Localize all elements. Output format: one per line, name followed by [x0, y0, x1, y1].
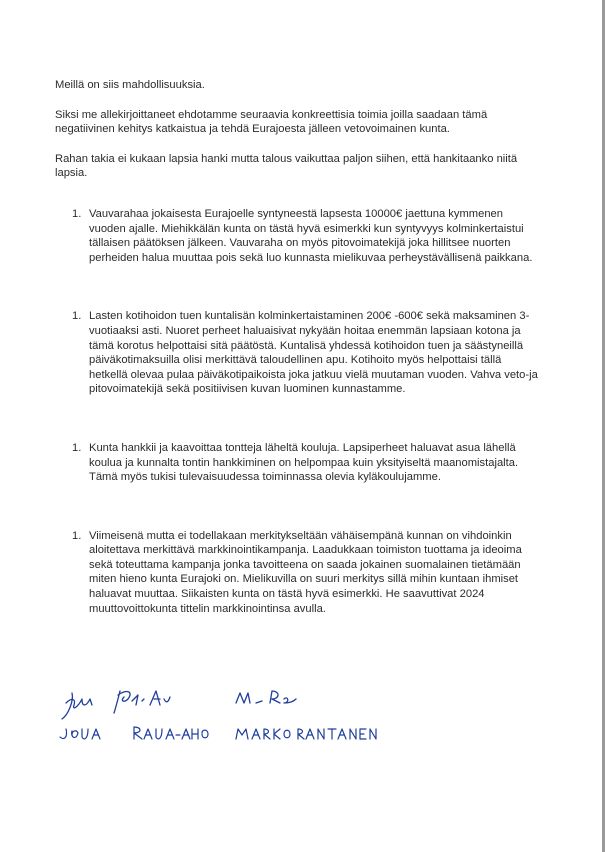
list-number: 1.: [72, 310, 82, 323]
signature-1: [62, 693, 92, 719]
signature-name-2: [134, 727, 208, 739]
signature-2: [114, 691, 170, 713]
list-text: Vauvarahaa jokaisesta Eurajoelle syntyneestä lapsesta 10000€ jaettuna kymmenen vuoden ajalle. Miehikkälän kunta on tästä hyvä esimerkki kun syntyvyys kolminkertaistui tällaisen päätöksen jälkeen. Vauvaraha on myös pitovoimatekijä joka hillitsee nuorten perheiden halua muuttaa pois sekä luo kunnasta mielikuvaa perheystävällisenä paikkana.: [89, 207, 533, 264]
handwritten-signatures: [58, 685, 388, 745]
list-number: 1.: [72, 207, 82, 220]
list-number: 1.: [72, 529, 82, 542]
signature-name-1: [60, 729, 100, 739]
signature-3: [236, 691, 296, 703]
signature-name-3: [236, 729, 376, 739]
proposal-intro-paragraph: Siksi me allekirjoittaneet ehdotamme seuraavia konkreettisia toimia joilla saadaan tämä negatiivinen kehitys katkaistua ja tehdä Eurajoesta jälleen vetovoimainen kunta.: [55, 108, 488, 136]
list-text: Lasten kotihoidon tuen kuntalisän kolminkertaistaminen 200€ -600€ sekä maksaminen 3-vuotiaaksi asti. Nuoret perheet haluaisivat nykyään hoitaa enemmän lapsiaan kotona ja tämä korotus helpottaisi sitä päätöstä. Kuntalisä yhdessä kotihoidon tuen ja säästyneillä päiväkotimaksuilla olisi merkittävä taloudellinen apu. Kotihoito myös helpottaisi tällä hetkellä olevaa pulaa päiväkotipaikoista joka jatkuu vielä muutaman vuoden. Vahva veto-ja pitovoimatekijä sekä positiivisen kuvan luominen kunnastamme.: [89, 310, 538, 396]
list-text: Viimeisenä mutta ei todellakaan merkitykseltään vähäisempänä kunnan on vihdoinkin aloitettava merkittävä markkinointikampanja. Laadukkaan toimiston tuottama ja ideoima sekä toteuttama kampanja jonka tavoitteena on saada jokainen suomalainen tietämään miten hieno kunta Eurajoki on. Mielikuvilla on suuri merkitys sillä mihin kuntaan ihmiset haluavat muuttaa. Siikaisten kunta on tästä hyvä esimerkki. He saavuttivat 2024 muuttovoittokunta tittelin markkinointinsa avulla.: [89, 529, 522, 615]
list-item-plots: [55, 441, 539, 485]
list-item-home-care: [55, 309, 539, 397]
intro-paragraph: Meillä on siis mahdollisuuksia.: [55, 79, 205, 91]
document-page: [55, 78, 545, 616]
money-paragraph: Rahan takia ei kukaan lapsia hanki mutta talous vaikuttaa paljon siihen, että hankitaanko niitä lapsia.: [55, 152, 518, 180]
list-item-marketing: [55, 529, 539, 617]
list-number: 1.: [72, 441, 82, 454]
list-item-baby-bonus: [55, 207, 539, 265]
list-text: Kunta hankkii ja kaavoittaa tontteja läheltä kouluja. Lapsiperheet haluavat asua lähellä koulua ja kunnalta tontin hankkiminen on helpompaa kuin yksityiseltä maanomistajalta. Tämä myös tukisi tulevaisuudessa toiminnassa olevia kyläkoulujamme.: [89, 441, 519, 484]
